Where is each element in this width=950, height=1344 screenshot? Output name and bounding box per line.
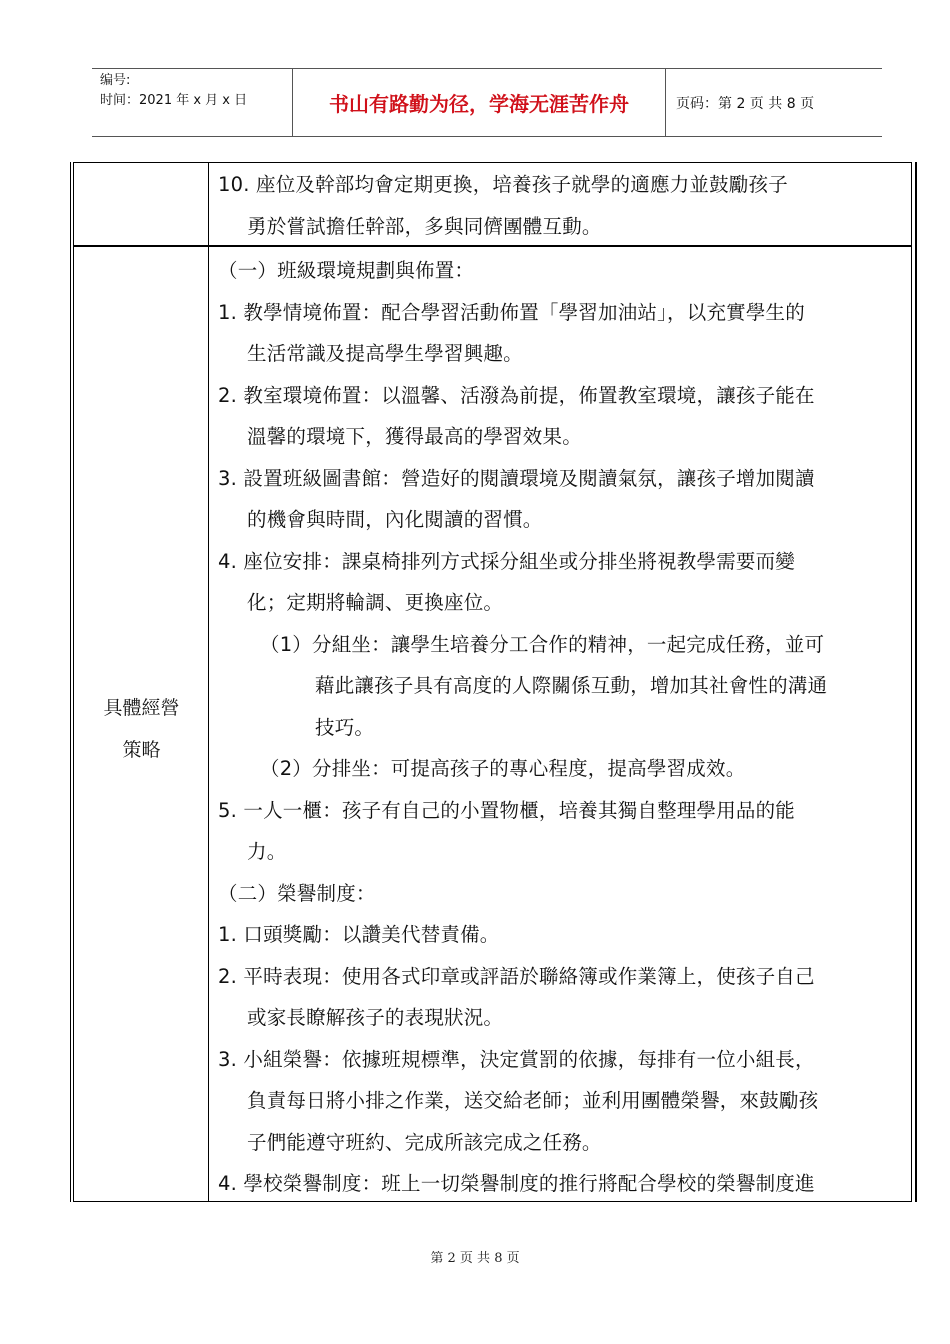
sub-item-cont: 藉此讓孩子具有高度的人際關係互動，增加其社會性的溝通: [315, 674, 828, 697]
list-item-cont: 的機會與時間，內化閱讀的習慣。: [247, 508, 543, 531]
page-header: [92, 68, 882, 137]
list-item-cont: 生活常識及提高學生學習興趣。: [247, 342, 523, 365]
list-item: 2. 教室環境佈置：以溫馨、活潑為前提，佈置教室環境，讓孩子能在: [218, 383, 815, 407]
list-item: 2. 平時表現：使用各式印章或評語於聯絡簿或作業簿上，使孩子自己: [218, 964, 815, 988]
table-border-right: [911, 162, 917, 1202]
list-item: 4. 座位安排：課桌椅排列方式採分組坐或分排坐將視教學需要而變: [218, 549, 796, 573]
page-footer: 第 2 页 共 8 页: [430, 1251, 520, 1266]
sub-item: （1）分組坐：讓學生培養分工合作的精神，一起完成任務，並可: [260, 632, 825, 656]
row2-label-line: 具體經營: [103, 697, 180, 719]
column-divider: [208, 162, 209, 1202]
row2-label: [84, 687, 199, 771]
sub-item-cont: 技巧。: [315, 715, 375, 739]
row1-content: [218, 164, 908, 247]
header-motto: 书山有路勤为径，学海无涯苦作舟: [293, 69, 666, 136]
row2-label-line: 策略: [122, 739, 161, 761]
row-divider-top: [74, 162, 911, 163]
table-border-left: [70, 162, 74, 1202]
list-item: 5. 一人一櫃：孩子有自己的小置物櫃，培養其獨自整理學用品的能: [218, 798, 796, 822]
list-item: 1. 口頭獎勵：以讚美代替責備。: [218, 923, 500, 946]
row2-content: [218, 250, 908, 1205]
sub-item: （2）分排坐：可提高孩子的專心程度，提高學習成效。: [260, 757, 746, 780]
section-heading: （一）班級環境規劃與佈置：: [218, 259, 475, 282]
list-item-cont: 或家長瞭解孩子的表現狀況。: [247, 1006, 504, 1029]
list-item-cont: 力。: [247, 840, 287, 863]
row1-line: 勇於嘗試擔任幹部，多與同儕團體互動。: [247, 214, 602, 238]
list-item: 1. 教學情境佈置：配合學習活動佈置「學習加油站」，以充實學生的: [218, 300, 805, 324]
row1-line: 10. 座位及幹部均會定期更換，培養孩子就學的適應力並鼓勵孩子: [218, 173, 788, 196]
list-item-cont: 負責每日將小排之作業，送交給老師；並利用團體榮譽，來鼓勵孩: [247, 1089, 819, 1112]
section-heading: （二）榮譽制度：: [218, 881, 376, 905]
list-item-cont: 溫馨的環境下，獲得最高的學習效果。: [247, 425, 582, 448]
time-label: 时间：2021 年 x 月 x 日: [100, 93, 248, 108]
list-item-cont: 化；定期將輪調、更換座位。: [247, 591, 504, 614]
number-label: 编号:: [100, 73, 131, 88]
list-item-cont: 子們能遵守班約、完成所該完成之任務。: [247, 1130, 602, 1154]
header-page-label: 页码：第 2 页 共 8 页: [676, 95, 815, 112]
list-item: 3. 設置班級圖書館：營造好的閱讀環境及閱讀氣氛，讓孩子增加閱讀: [218, 466, 815, 490]
list-item: 3. 小組榮譽：依據班規標準，決定賞罰的依據，每排有一位小組長，: [218, 1047, 815, 1071]
strategy-table: [70, 162, 917, 1202]
header-meta: [92, 69, 293, 136]
list-item: 4. 學校榮譽制度：班上一切榮譽制度的推行將配合學校的榮譽制度進: [218, 1172, 815, 1195]
